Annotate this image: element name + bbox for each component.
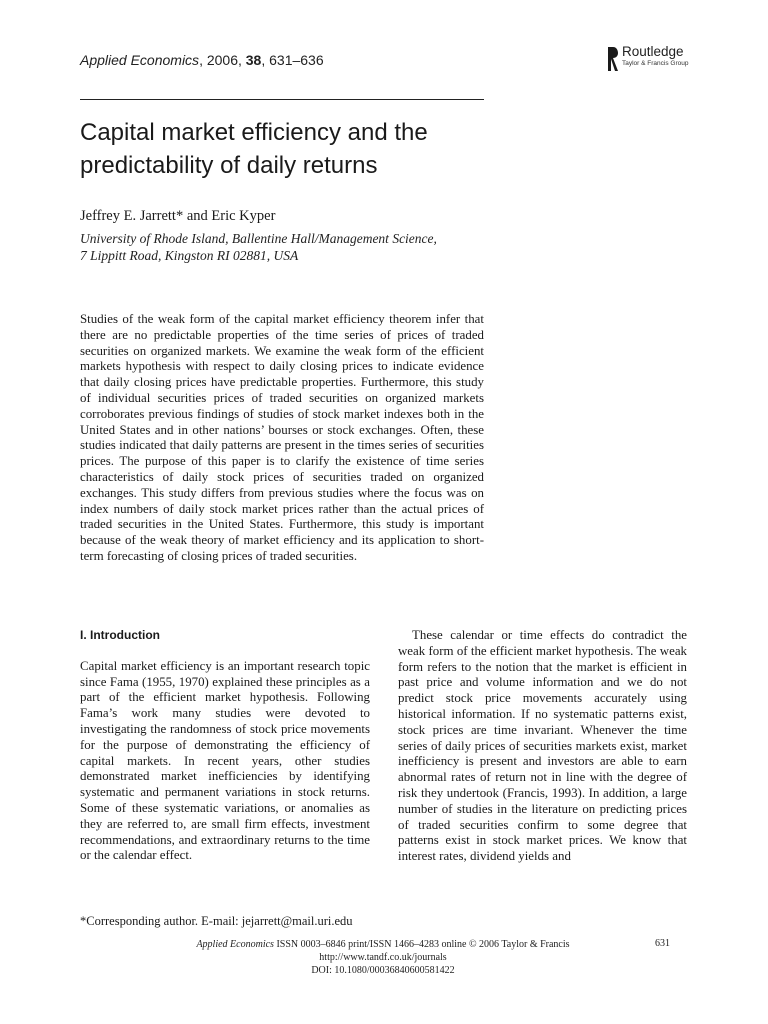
- journal-year: , 2006,: [199, 52, 246, 68]
- publisher-logo: [606, 44, 716, 74]
- body-column-left: [80, 628, 370, 864]
- routledge-r-icon: [606, 45, 619, 73]
- affiliation-line-2: 7 Lippitt Road, Kingston RI 02881, USA: [80, 248, 299, 263]
- abstract: Studies of the weak form of the capital market efficiency theorem infer that there are no predictable properties of the time series of prices of traded securities on organized markets. We examine the weak form of the efficient markets hypothesis with respect to daily closing prices to indicate evidence that daily closing prices have predictable properties. Furthermore, this study of individual securities prices of traded securities on organized markets corroborates previous findings of studies of stock market indexes both in the United States and in other nations’ bourses or stock exchanges. Often, these studies indicated that daily patterns are present in the times series of securities prices. The purpose of this paper is to clarify the existence of time series characteristics of daily stock prices of securities traded on organized exchanges. This study differs from previous studies where the focus was on index numbers of daily stock market prices rather than the actual prices of traded securities in the United States. Furthermore, this study is important because of the weak theory of market efficiency and its application to short-term forecasting of closing prices of traded securities.: [80, 312, 484, 563]
- journal-volume: 38: [245, 52, 262, 68]
- journal-pages: , 631–636: [261, 52, 324, 68]
- footer-journal-name: Applied Economics: [196, 939, 274, 950]
- issn-line: [150, 938, 616, 951]
- section-heading: I. Introduction: [80, 628, 160, 642]
- journal-name: Applied Economics: [80, 52, 200, 68]
- page-number: 631: [655, 938, 670, 949]
- publisher-logo-text: Routledge: [622, 44, 684, 59]
- affiliation-line-1: University of Rhode Island, Ballentine Hall/Management Science,: [80, 231, 437, 246]
- body-paragraph: These calendar or time effects do contradict the weak form of the efficient market hypothesis. The weak form refers to the notion that the market is efficient in past price and volume information and we do not predict stock price movements accurately using historical information. If no systematic patterns exist, stock prices are time invariant. Whenever the time series of daily prices of securities markets exist, market inefficiency is present and investors are able to earn abnormal rates of return not in line with the degree of risk they undertook (Francis, 1993). In addition, a large number of studies in the literature on predicting prices of traded securities confirm to some degree that patterns exist in stock market prices. We know that interest rates, dividend yields and: [398, 628, 687, 864]
- journal-citation: [80, 52, 324, 68]
- corresponding-author-footnote: *Corresponding author. E-mail: jejarrett@mail.uri.edu: [80, 914, 353, 928]
- journal-url: http://www.tandf.co.uk/journals: [319, 952, 447, 963]
- article-authors: Jeffrey E. Jarrett* and Eric Kyper: [80, 208, 276, 224]
- author-affiliation: [80, 230, 500, 264]
- article-doi: DOI: 10.1080/00036840600581422: [311, 965, 455, 976]
- footer-issn: ISSN 0003–6846 print/ISSN 1466–4283 online © 2006 Taylor & Francis: [273, 939, 570, 950]
- publication-footer: [150, 938, 616, 977]
- article-title: Capital market efficiency and the predictability of daily returns: [80, 119, 428, 179]
- header-rule: [80, 99, 484, 100]
- publisher-logo-subtext: Taylor & Francis Group: [622, 60, 689, 67]
- body-paragraph: Capital market efficiency is an important research topic since Fama (1955, 1970) explained these principles as a part of the efficient market hypothesis. Following Fama’s work many studies were devoted to investigating the randomness of stock price movements for the purpose of demonstrating the efficiency of capital markets. In recent years, other studies demonstrated market inefficiencies by identifying systematic and permanent variations in stock returns. Some of these systematic variations, or anomalies as they are referred to, are small firm effects, investment recommendations, and extraordinary returns to the time or the calendar effect.: [80, 658, 370, 863]
- body-column-right: [398, 628, 687, 865]
